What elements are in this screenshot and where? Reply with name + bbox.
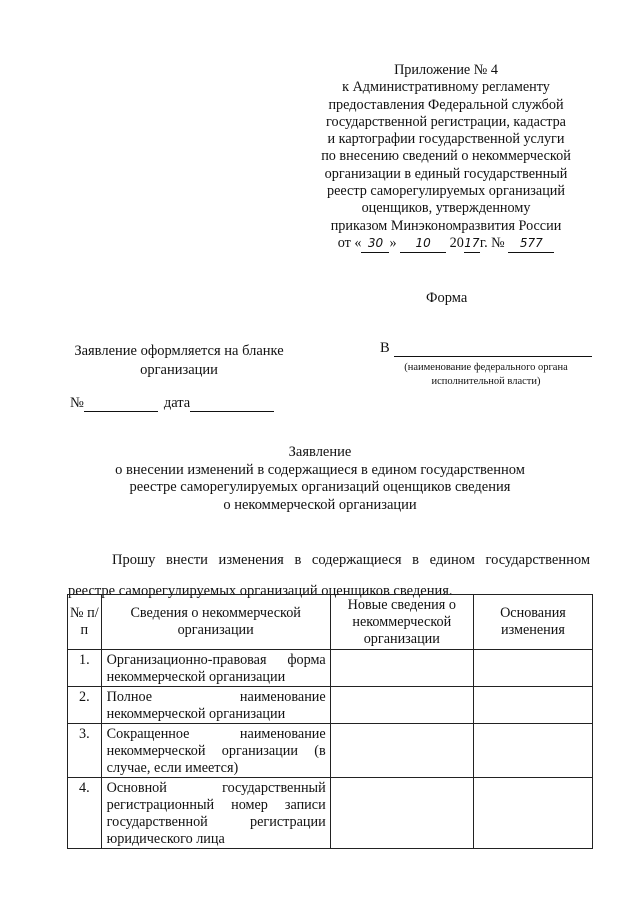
row-num: 2. bbox=[68, 687, 102, 724]
appendix-line: и картографии государственной услуги bbox=[327, 131, 565, 148]
recipient-block bbox=[380, 340, 592, 389]
date-label: дата bbox=[163, 395, 191, 411]
appendix-line: к Административному регламенту bbox=[342, 79, 550, 96]
title-line: о некоммерческой организации bbox=[223, 496, 417, 513]
date-field[interactable] bbox=[190, 397, 274, 412]
blank-note: Заявление оформляется на бланке организации bbox=[74, 343, 284, 378]
appendix-line: приказом Минэкономразвития России bbox=[330, 217, 562, 234]
appendix-line: организации в единый государственный bbox=[324, 165, 568, 182]
row-new-info-cell[interactable] bbox=[330, 778, 473, 849]
recipient-field[interactable] bbox=[394, 342, 592, 357]
row-new-info-cell[interactable] bbox=[330, 687, 473, 724]
title-line: о внесении изменений в содержащиеся в едином государственном bbox=[115, 461, 525, 478]
request-paragraph: Прошу внести изменения в содержащиеся в едином государственном реестре саморегулируемых организаций оценщиков сведения. bbox=[68, 552, 590, 599]
order-number: 577 bbox=[508, 235, 554, 253]
appendix-line: реестр саморегулируемых организаций bbox=[327, 183, 565, 200]
appendix-line: Приложение № 4 bbox=[394, 62, 498, 78]
order-date-line: от « 30 » 10 2017г. № 577 bbox=[300, 235, 592, 253]
changes-table bbox=[67, 594, 593, 849]
order-month: 10 bbox=[400, 235, 446, 253]
header-num: № п/п bbox=[68, 595, 102, 650]
row-info: Сокращенное наименование некоммерческой организации (в случае, если имеется) bbox=[101, 724, 330, 778]
row-num: 4. bbox=[68, 778, 102, 849]
appendix-line: предоставления Федеральной службой bbox=[328, 96, 564, 113]
appendix-line: оценщиков, утвержденному bbox=[361, 200, 531, 217]
row-grounds-cell[interactable] bbox=[473, 650, 592, 687]
row-num: 1. bbox=[68, 650, 102, 687]
row-grounds-cell[interactable] bbox=[473, 724, 592, 778]
order-year: 17 bbox=[464, 235, 480, 253]
appendix-line: государственной регистрации, кадастра bbox=[326, 113, 566, 130]
appendix-line: по внесению сведений о некоммерческой bbox=[321, 148, 571, 165]
recipient-caption: (наименование федерального органа исполнительной власти) bbox=[404, 362, 568, 387]
header-info: Сведения о некоммерческой организации bbox=[101, 595, 330, 650]
row-grounds-cell[interactable] bbox=[473, 687, 592, 724]
number-date-line bbox=[70, 395, 274, 412]
row-info: Полное наименование некоммерческой организации bbox=[101, 687, 330, 724]
header-new-info: Новые сведения о некоммерческой организации bbox=[330, 595, 473, 650]
row-grounds-cell[interactable] bbox=[473, 778, 592, 849]
table-row bbox=[68, 687, 593, 724]
number-field[interactable] bbox=[84, 397, 158, 412]
recipient-prefix: В bbox=[380, 340, 390, 356]
table-row bbox=[68, 778, 593, 849]
table-row bbox=[68, 724, 593, 778]
appendix-header bbox=[300, 62, 592, 253]
title-line: Заявление bbox=[288, 444, 352, 460]
header-grounds: Основания изменения bbox=[473, 595, 592, 650]
form-label: Форма bbox=[426, 290, 468, 306]
row-new-info-cell[interactable] bbox=[330, 650, 473, 687]
row-info: Основной государственный регистрационный номер записи государственной регистрации юридического лица bbox=[101, 778, 330, 849]
number-label: № bbox=[70, 395, 84, 411]
document-title bbox=[80, 444, 560, 514]
order-day: 30 bbox=[361, 235, 389, 253]
row-info: Организационно-правовая форма некоммерческой организации bbox=[101, 650, 330, 687]
row-new-info-cell[interactable] bbox=[330, 724, 473, 778]
table-row bbox=[68, 650, 593, 687]
title-line: реестре саморегулируемых организаций оценщиков сведения bbox=[129, 479, 511, 495]
table-header-row bbox=[68, 595, 593, 650]
row-num: 3. bbox=[68, 724, 102, 778]
